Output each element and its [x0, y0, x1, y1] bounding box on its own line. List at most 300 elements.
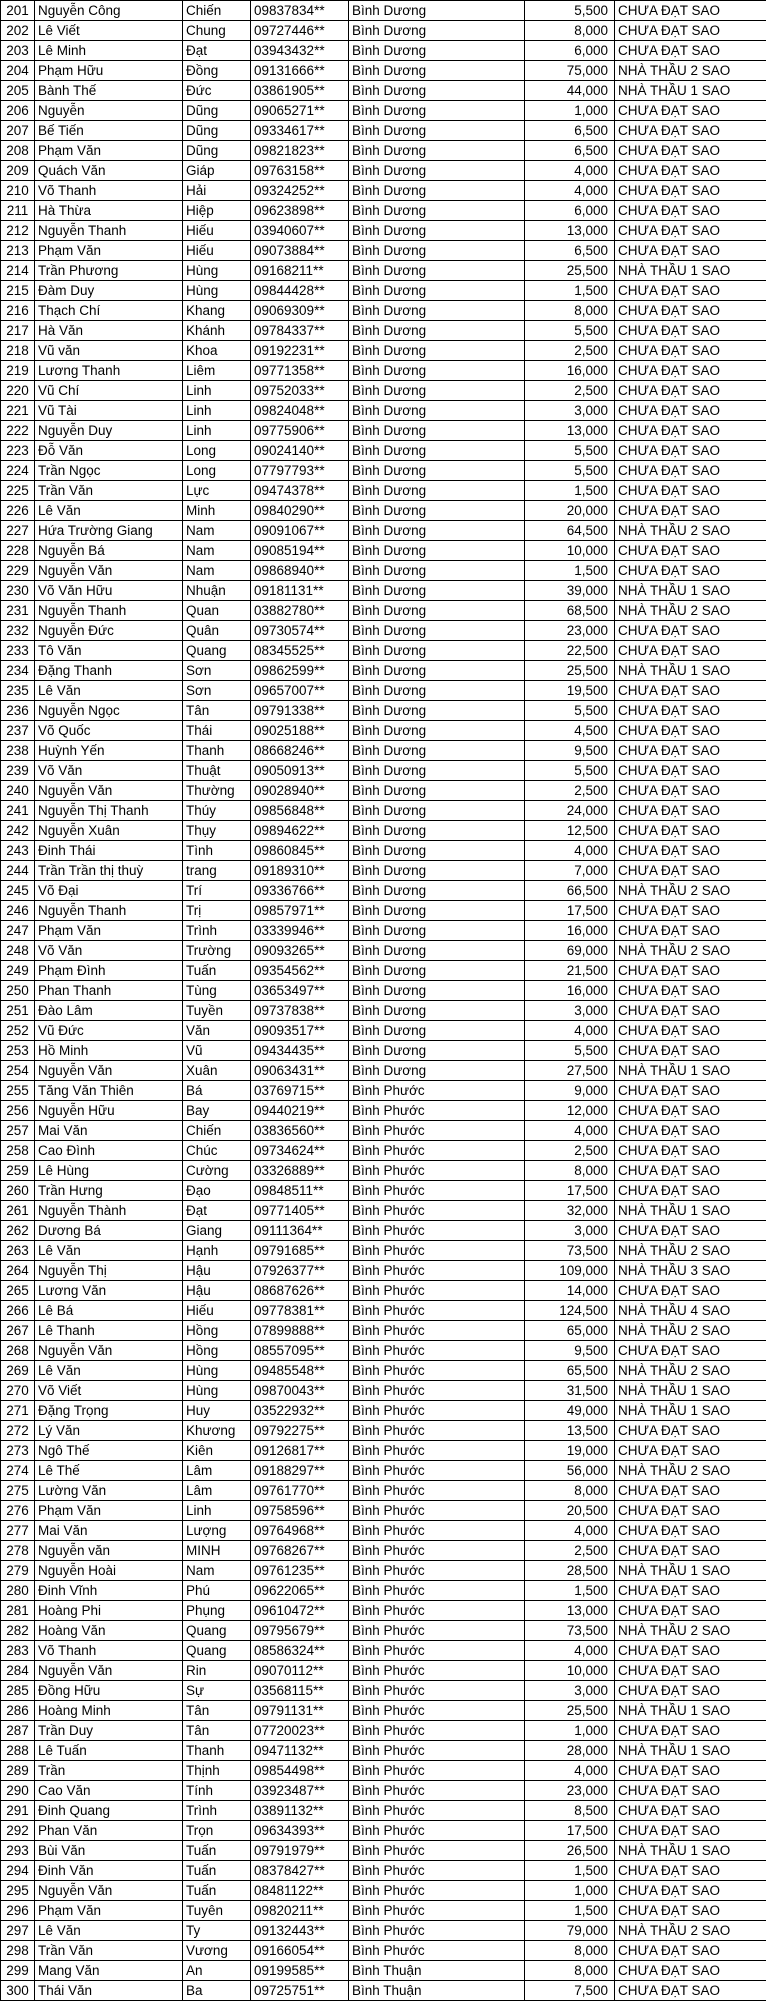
- table-row: [1, 981, 766, 1001]
- table-row: [1, 341, 766, 361]
- row-number-cell: 299: [1, 1961, 35, 1981]
- table-row: [1, 1581, 766, 1601]
- province-cell: Bình Phước: [349, 1461, 525, 1481]
- province-cell: Bình Dương: [349, 1061, 525, 1081]
- province-cell: Bình Phước: [349, 1201, 525, 1221]
- amount-cell: 69,000: [525, 941, 615, 961]
- table-row: [1, 1421, 766, 1441]
- province-cell: Bình Phước: [349, 1821, 525, 1841]
- last-middle-name-cell: Võ Viết: [35, 1381, 183, 1401]
- province-cell: Bình Phước: [349, 1121, 525, 1141]
- province-cell: Bình Phước: [349, 1901, 525, 1921]
- amount-cell: 24,000: [525, 801, 615, 821]
- last-middle-name-cell: Đồng Hữu: [35, 1681, 183, 1701]
- amount-cell: 8,000: [525, 1961, 615, 1981]
- province-cell: Bình Dương: [349, 941, 525, 961]
- phone-cell: 09868940**: [251, 561, 349, 581]
- row-number-cell: 234: [1, 661, 35, 681]
- rank-cell: CHƯA ĐẠT SAO: [615, 1801, 766, 1821]
- last-middle-name-cell: Lê Minh: [35, 41, 183, 61]
- phone-cell: 08687626**: [251, 1281, 349, 1301]
- province-cell: Bình Phước: [349, 1481, 525, 1501]
- phone-cell: 09474378**: [251, 481, 349, 501]
- phone-cell: 09737838**: [251, 1001, 349, 1021]
- province-cell: Bình Dương: [349, 701, 525, 721]
- table-row: [1, 1961, 766, 1981]
- table-row: [1, 1901, 766, 1921]
- row-number-cell: 285: [1, 1681, 35, 1701]
- first-name-cell: Thanh: [183, 741, 251, 761]
- province-cell: Bình Phước: [349, 1101, 525, 1121]
- table-row: [1, 741, 766, 761]
- last-middle-name-cell: Phạm Văn: [35, 921, 183, 941]
- last-middle-name-cell: Thạch Chí: [35, 301, 183, 321]
- table-body: [1, 1, 766, 2001]
- rank-cell: NHÀ THẦU 1 SAO: [615, 661, 766, 681]
- phone-cell: 09050913**: [251, 761, 349, 781]
- first-name-cell: Tân: [183, 701, 251, 721]
- last-middle-name-cell: Lương Thanh: [35, 361, 183, 381]
- phone-cell: 09730574**: [251, 621, 349, 641]
- amount-cell: 1,000: [525, 1881, 615, 1901]
- table-row: [1, 81, 766, 101]
- province-cell: Bình Dương: [349, 541, 525, 561]
- last-middle-name-cell: Trần Phương: [35, 261, 183, 281]
- province-cell: Bình Phước: [349, 1421, 525, 1441]
- amount-cell: 8,000: [525, 301, 615, 321]
- province-cell: Bình Dương: [349, 81, 525, 101]
- province-cell: Bình Dương: [349, 101, 525, 121]
- first-name-cell: Xuân: [183, 1061, 251, 1081]
- phone-cell: 09069309**: [251, 301, 349, 321]
- phone-cell: 03326889**: [251, 1161, 349, 1181]
- first-name-cell: Cường: [183, 1161, 251, 1181]
- last-middle-name-cell: Mai Văn: [35, 1521, 183, 1541]
- first-name-cell: Chúc: [183, 1141, 251, 1161]
- rank-cell: CHƯA ĐẠT SAO: [615, 841, 766, 861]
- row-number-cell: 243: [1, 841, 35, 861]
- province-cell: Bình Phước: [349, 1281, 525, 1301]
- rank-cell: CHƯA ĐẠT SAO: [615, 1161, 766, 1181]
- last-middle-name-cell: Nguyễn văn: [35, 1541, 183, 1561]
- phone-cell: 09354562**: [251, 961, 349, 981]
- table-row: [1, 141, 766, 161]
- amount-cell: 2,500: [525, 1541, 615, 1561]
- last-middle-name-cell: Đặng Trọng: [35, 1401, 183, 1421]
- amount-cell: 1,000: [525, 1721, 615, 1741]
- first-name-cell: Văn: [183, 1021, 251, 1041]
- row-number-cell: 278: [1, 1541, 35, 1561]
- first-name-cell: Thường: [183, 781, 251, 801]
- rank-cell: CHƯA ĐẠT SAO: [615, 221, 766, 241]
- last-middle-name-cell: Võ Văn Hữu: [35, 581, 183, 601]
- amount-cell: 4,000: [525, 1121, 615, 1141]
- row-number-cell: 263: [1, 1241, 35, 1261]
- table-row: [1, 1461, 766, 1481]
- phone-cell: 09727446**: [251, 21, 349, 41]
- province-cell: Bình Phước: [349, 1081, 525, 1101]
- first-name-cell: Hồng: [183, 1321, 251, 1341]
- last-middle-name-cell: Trần Văn: [35, 1941, 183, 1961]
- first-name-cell: Ba: [183, 1981, 251, 2001]
- province-cell: Bình Dương: [349, 441, 525, 461]
- first-name-cell: Đạt: [183, 1201, 251, 1221]
- table-row: [1, 961, 766, 981]
- last-middle-name-cell: Hoàng Minh: [35, 1701, 183, 1721]
- row-number-cell: 300: [1, 1981, 35, 2001]
- last-middle-name-cell: Nguyễn Duy: [35, 421, 183, 441]
- phone-cell: 09752033**: [251, 381, 349, 401]
- first-name-cell: Nam: [183, 521, 251, 541]
- province-cell: Bình Dương: [349, 721, 525, 741]
- phone-cell: 09334617**: [251, 121, 349, 141]
- table-row: [1, 541, 766, 561]
- province-cell: Bình Phước: [349, 1301, 525, 1321]
- row-number-cell: 201: [1, 1, 35, 21]
- phone-cell: 09844428**: [251, 281, 349, 301]
- last-middle-name-cell: Nguyễn Văn: [35, 1881, 183, 1901]
- province-cell: Bình Dương: [349, 1041, 525, 1061]
- last-middle-name-cell: Nguyễn: [35, 101, 183, 121]
- row-number-cell: 274: [1, 1461, 35, 1481]
- row-number-cell: 222: [1, 421, 35, 441]
- rank-cell: NHÀ THẦU 1 SAO: [615, 261, 766, 281]
- first-name-cell: Thuật: [183, 761, 251, 781]
- rank-cell: NHÀ THẦU 1 SAO: [615, 1701, 766, 1721]
- first-name-cell: Long: [183, 441, 251, 461]
- table-row: [1, 501, 766, 521]
- province-cell: Bình Phước: [349, 1781, 525, 1801]
- row-number-cell: 220: [1, 381, 35, 401]
- province-cell: Bình Dương: [349, 301, 525, 321]
- rank-cell: CHƯA ĐẠT SAO: [615, 161, 766, 181]
- table-row: [1, 41, 766, 61]
- table-row: [1, 1281, 766, 1301]
- phone-cell: 09856848**: [251, 801, 349, 821]
- phone-cell: 09758596**: [251, 1501, 349, 1521]
- table-row: [1, 421, 766, 441]
- amount-cell: 73,500: [525, 1621, 615, 1641]
- last-middle-name-cell: Đặng Thanh: [35, 661, 183, 681]
- amount-cell: 19,500: [525, 681, 615, 701]
- province-cell: Bình Phước: [349, 1741, 525, 1761]
- last-middle-name-cell: Hà Văn: [35, 321, 183, 341]
- phone-cell: 09791979**: [251, 1841, 349, 1861]
- first-name-cell: Bay: [183, 1101, 251, 1121]
- table-row: [1, 1221, 766, 1241]
- first-name-cell: Long: [183, 461, 251, 481]
- first-name-cell: Vũ: [183, 1041, 251, 1061]
- last-middle-name-cell: Trần Trần thị thuỳ: [35, 861, 183, 881]
- table-row: [1, 1821, 766, 1841]
- phone-cell: 09862599**: [251, 661, 349, 681]
- row-number-cell: 239: [1, 761, 35, 781]
- amount-cell: 31,500: [525, 1381, 615, 1401]
- amount-cell: 13,000: [525, 1601, 615, 1621]
- last-middle-name-cell: Đinh Vĩnh: [35, 1581, 183, 1601]
- row-number-cell: 290: [1, 1781, 35, 1801]
- amount-cell: 4,000: [525, 161, 615, 181]
- amount-cell: 6,500: [525, 141, 615, 161]
- table-row: [1, 1241, 766, 1261]
- table-row: [1, 101, 766, 121]
- table-row: [1, 1601, 766, 1621]
- phone-cell: 09848511**: [251, 1181, 349, 1201]
- table-row: [1, 301, 766, 321]
- phone-cell: 09725751**: [251, 1981, 349, 2001]
- first-name-cell: Lâm: [183, 1481, 251, 1501]
- first-name-cell: Nam: [183, 541, 251, 561]
- phone-cell: 09771358**: [251, 361, 349, 381]
- row-number-cell: 266: [1, 1301, 35, 1321]
- phone-cell: 09093517**: [251, 1021, 349, 1041]
- row-number-cell: 240: [1, 781, 35, 801]
- table-row: [1, 841, 766, 861]
- row-number-cell: 259: [1, 1161, 35, 1181]
- amount-cell: 3,000: [525, 1221, 615, 1241]
- province-cell: Bình Dương: [349, 661, 525, 681]
- amount-cell: 3,000: [525, 1001, 615, 1021]
- amount-cell: 56,000: [525, 1461, 615, 1481]
- first-name-cell: Hùng: [183, 281, 251, 301]
- row-number-cell: 288: [1, 1741, 35, 1761]
- amount-cell: 4,500: [525, 721, 615, 741]
- province-cell: Bình Phước: [349, 1141, 525, 1161]
- last-middle-name-cell: Hồ Minh: [35, 1041, 183, 1061]
- row-number-cell: 277: [1, 1521, 35, 1541]
- amount-cell: 26,500: [525, 1841, 615, 1861]
- province-cell: Bình Dương: [349, 601, 525, 621]
- row-number-cell: 271: [1, 1401, 35, 1421]
- phone-cell: 09857971**: [251, 901, 349, 921]
- province-cell: Bình Dương: [349, 181, 525, 201]
- province-cell: Bình Phước: [349, 1861, 525, 1881]
- phone-cell: 09434435**: [251, 1041, 349, 1061]
- row-number-cell: 261: [1, 1201, 35, 1221]
- first-name-cell: Chiến: [183, 1, 251, 21]
- amount-cell: 25,500: [525, 1701, 615, 1721]
- rank-cell: CHƯA ĐẠT SAO: [615, 821, 766, 841]
- amount-cell: 25,500: [525, 261, 615, 281]
- first-name-cell: Ty: [183, 1921, 251, 1941]
- first-name-cell: Sự: [183, 1681, 251, 1701]
- table-row: [1, 181, 766, 201]
- rank-cell: CHƯA ĐẠT SAO: [615, 1521, 766, 1541]
- province-cell: Bình Phước: [349, 1541, 525, 1561]
- phone-cell: 09634393**: [251, 1821, 349, 1841]
- row-number-cell: 213: [1, 241, 35, 261]
- province-cell: Bình Dương: [349, 641, 525, 661]
- province-cell: Bình Phước: [349, 1661, 525, 1681]
- amount-cell: 5,500: [525, 1, 615, 21]
- amount-cell: 9,500: [525, 741, 615, 761]
- first-name-cell: Tuấn: [183, 1841, 251, 1861]
- province-cell: Bình Phước: [349, 1941, 525, 1961]
- phone-cell: 09792275**: [251, 1421, 349, 1441]
- amount-cell: 4,000: [525, 1021, 615, 1041]
- phone-cell: 09622065**: [251, 1581, 349, 1601]
- table-row: [1, 401, 766, 421]
- row-number-cell: 233: [1, 641, 35, 661]
- row-number-cell: 293: [1, 1841, 35, 1861]
- phone-cell: 08557095**: [251, 1341, 349, 1361]
- phone-cell: 09192231**: [251, 341, 349, 361]
- amount-cell: 27,500: [525, 1061, 615, 1081]
- province-cell: Bình Phước: [349, 1621, 525, 1641]
- rank-cell: CHƯA ĐẠT SAO: [615, 381, 766, 401]
- rank-cell: CHƯA ĐẠT SAO: [615, 701, 766, 721]
- row-number-cell: 250: [1, 981, 35, 1001]
- last-middle-name-cell: Đàm Duy: [35, 281, 183, 301]
- table-row: [1, 441, 766, 461]
- row-number-cell: 226: [1, 501, 35, 521]
- table-row: [1, 161, 766, 181]
- last-middle-name-cell: Nguyễn Văn: [35, 1061, 183, 1081]
- table-row: [1, 1061, 766, 1081]
- phone-cell: 09768267**: [251, 1541, 349, 1561]
- last-middle-name-cell: Trần Hưng: [35, 1181, 183, 1201]
- province-cell: Bình Phước: [349, 1601, 525, 1621]
- province-cell: Bình Dương: [349, 61, 525, 81]
- first-name-cell: Phú: [183, 1581, 251, 1601]
- amount-cell: 16,000: [525, 981, 615, 1001]
- phone-cell: 09610472**: [251, 1601, 349, 1621]
- last-middle-name-cell: Phạm Văn: [35, 1901, 183, 1921]
- amount-cell: 13,000: [525, 421, 615, 441]
- row-number-cell: 248: [1, 941, 35, 961]
- last-middle-name-cell: Phan Thanh: [35, 981, 183, 1001]
- row-number-cell: 223: [1, 441, 35, 461]
- province-cell: Bình Thuận: [349, 1961, 525, 1981]
- first-name-cell: Trường: [183, 941, 251, 961]
- row-number-cell: 210: [1, 181, 35, 201]
- rank-cell: CHƯA ĐẠT SAO: [615, 341, 766, 361]
- rank-cell: CHƯA ĐẠT SAO: [615, 1781, 766, 1801]
- last-middle-name-cell: Lê Thanh: [35, 1321, 183, 1341]
- last-middle-name-cell: Nguyễn Văn: [35, 561, 183, 581]
- last-middle-name-cell: Nguyễn Xuân: [35, 821, 183, 841]
- rank-cell: CHƯA ĐẠT SAO: [615, 461, 766, 481]
- amount-cell: 49,000: [525, 1401, 615, 1421]
- rank-cell: CHƯA ĐẠT SAO: [615, 1021, 766, 1041]
- amount-cell: 6,000: [525, 41, 615, 61]
- table-row: [1, 1341, 766, 1361]
- last-middle-name-cell: Nguyễn Thanh: [35, 901, 183, 921]
- phone-cell: 09093265**: [251, 941, 349, 961]
- row-number-cell: 212: [1, 221, 35, 241]
- last-middle-name-cell: Võ Văn: [35, 941, 183, 961]
- province-cell: Bình Phước: [349, 1581, 525, 1601]
- first-name-cell: Đạo: [183, 1181, 251, 1201]
- province-cell: Bình Dương: [349, 561, 525, 581]
- amount-cell: 1,500: [525, 561, 615, 581]
- amount-cell: 17,500: [525, 1181, 615, 1201]
- rank-cell: CHƯA ĐẠT SAO: [615, 1961, 766, 1981]
- amount-cell: 1,500: [525, 1581, 615, 1601]
- phone-cell: 09854498**: [251, 1761, 349, 1781]
- phone-cell: 03882780**: [251, 601, 349, 621]
- phone-cell: 09764968**: [251, 1521, 349, 1541]
- amount-cell: 19,000: [525, 1441, 615, 1461]
- last-middle-name-cell: Ngô Thế: [35, 1441, 183, 1461]
- province-cell: Bình Dương: [349, 321, 525, 341]
- first-name-cell: Linh: [183, 421, 251, 441]
- first-name-cell: Chiến: [183, 1121, 251, 1141]
- amount-cell: 23,000: [525, 621, 615, 641]
- row-number-cell: 291: [1, 1801, 35, 1821]
- province-cell: Bình Phước: [349, 1881, 525, 1901]
- row-number-cell: 269: [1, 1361, 35, 1381]
- first-name-cell: Lực: [183, 481, 251, 501]
- last-middle-name-cell: Nguyễn Đức: [35, 621, 183, 641]
- row-number-cell: 275: [1, 1481, 35, 1501]
- phone-cell: 09132443**: [251, 1921, 349, 1941]
- row-number-cell: 272: [1, 1421, 35, 1441]
- amount-cell: 5,500: [525, 321, 615, 341]
- last-middle-name-cell: Phan Văn: [35, 1821, 183, 1841]
- row-number-cell: 232: [1, 621, 35, 641]
- province-cell: Bình Phước: [349, 1841, 525, 1861]
- row-number-cell: 253: [1, 1041, 35, 1061]
- rank-cell: NHÀ THẦU 1 SAO: [615, 81, 766, 101]
- last-middle-name-cell: Phạm Văn: [35, 1501, 183, 1521]
- table-row: [1, 61, 766, 81]
- amount-cell: 12,500: [525, 821, 615, 841]
- row-number-cell: 242: [1, 821, 35, 841]
- rank-cell: CHƯA ĐẠT SAO: [615, 1181, 766, 1201]
- rank-cell: NHÀ THẦU 2 SAO: [615, 1461, 766, 1481]
- amount-cell: 2,500: [525, 1141, 615, 1161]
- last-middle-name-cell: Mang Văn: [35, 1961, 183, 1981]
- amount-cell: 4,000: [525, 1641, 615, 1661]
- phone-cell: 09181131**: [251, 581, 349, 601]
- rank-cell: CHƯA ĐẠT SAO: [615, 1981, 766, 2001]
- last-middle-name-cell: Hứa Trường Giang: [35, 521, 183, 541]
- first-name-cell: Tân: [183, 1721, 251, 1741]
- phone-cell: 09168211**: [251, 261, 349, 281]
- phone-cell: 09070112**: [251, 1661, 349, 1681]
- row-number-cell: 219: [1, 361, 35, 381]
- last-middle-name-cell: Thái Văn: [35, 1981, 183, 2001]
- rank-cell: CHƯA ĐẠT SAO: [615, 541, 766, 561]
- table-row: [1, 621, 766, 641]
- province-cell: Bình Dương: [349, 621, 525, 641]
- rank-cell: CHƯA ĐẠT SAO: [615, 321, 766, 341]
- table-row: [1, 1041, 766, 1061]
- row-number-cell: 227: [1, 521, 35, 541]
- first-name-cell: MINH: [183, 1541, 251, 1561]
- table-row: [1, 1361, 766, 1381]
- rank-cell: CHƯA ĐẠT SAO: [615, 1941, 766, 1961]
- rank-cell: CHƯA ĐẠT SAO: [615, 1661, 766, 1681]
- phone-cell: 09028940**: [251, 781, 349, 801]
- rank-cell: NHÀ THẦU 1 SAO: [615, 1061, 766, 1081]
- row-number-cell: 289: [1, 1761, 35, 1781]
- table-row: [1, 681, 766, 701]
- province-cell: Bình Dương: [349, 521, 525, 541]
- phone-cell: 09824048**: [251, 401, 349, 421]
- phone-cell: 03769715**: [251, 1081, 349, 1101]
- province-cell: Bình Dương: [349, 921, 525, 941]
- amount-cell: 22,500: [525, 641, 615, 661]
- first-name-cell: Tuấn: [183, 961, 251, 981]
- phone-cell: 08345525**: [251, 641, 349, 661]
- rank-cell: CHƯA ĐẠT SAO: [615, 1221, 766, 1241]
- table-row: [1, 1141, 766, 1161]
- rank-cell: CHƯA ĐẠT SAO: [615, 1881, 766, 1901]
- province-cell: Bình Dương: [349, 881, 525, 901]
- table-row: [1, 1001, 766, 1021]
